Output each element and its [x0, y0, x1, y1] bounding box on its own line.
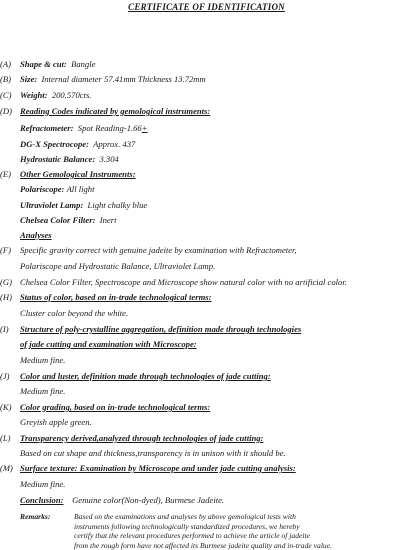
structure-value: Medium fine. — [20, 355, 66, 365]
item-a-label: (A) — [0, 59, 11, 69]
item-l-label: (L) — [0, 433, 11, 443]
structure-heading-2: of jade cutting and examination with Microscope: — [20, 339, 197, 349]
hydro-value: 3.304 — [99, 154, 119, 164]
size-key: Size: — [20, 74, 38, 84]
surface-texture-heading: Surface texture: Examination by Microscope and under jade cutting analysis: — [20, 463, 296, 473]
item-e-label: (E) — [0, 169, 11, 179]
remarks-line-1: Based on the examinations and analyses by above gemological tests with — [74, 512, 296, 521]
conclusion-value: Genuine color(Non-dyed), Burmese Jadeite. — [72, 495, 225, 505]
chelsea-key: Chelsea Color Filter: — [20, 215, 96, 225]
reading-codes-heading: Reading Codes indicated by gemological instruments: — [20, 106, 211, 116]
color-grading-heading: Color grading, based on in-trade technological terms: — [20, 402, 211, 412]
conclusion-key: Conclusion: — [20, 495, 64, 505]
plus-minus-icon: + — [141, 123, 148, 133]
item-f-line2: Polariscope and Hydrostatic Balance, Ultraviolet Lamp. — [20, 261, 216, 271]
item-m-label: (M) — [0, 463, 13, 473]
remarks-line-2: instruments following technologically standardized procedures, we hereby — [74, 521, 300, 531]
uv-value: Light chalky blue — [87, 200, 148, 210]
status-color-value: Cluster color beyond the white. — [20, 308, 129, 318]
item-f-line1: Specific gravity correct with genuine jadeite by examination with Refractometer, — [20, 245, 297, 255]
shape-cut-key: Shape & cut: — [20, 59, 67, 69]
remarks-line-3: certify that the relevant procedures performed to achieve the article of jadeite — [74, 531, 310, 541]
remarks-body — [74, 512, 404, 550]
transparency-value: Based on cut shape and thickness,transparency is in unison with it should be. — [20, 448, 286, 458]
remarks-key: Remarks: — [20, 512, 51, 521]
weight-key: Weight: — [20, 90, 48, 100]
refractometer-row — [20, 123, 148, 133]
structure-heading-1: Structure of poly-crystalline aggregation, definition made through technologies — [20, 324, 302, 334]
refractometer-value: Spot Reading-1.66 — [77, 123, 142, 133]
hydro-key: Hydrostatic Balance: — [20, 154, 96, 164]
shape-cut-value: Bangle — [71, 59, 96, 69]
analyses-heading — [20, 230, 52, 240]
chelsea-row — [20, 215, 116, 225]
uv-row — [20, 200, 147, 210]
page-title: CERTIFICATE OF IDENTIFICATION — [128, 2, 285, 12]
refractometer-key: Refractometer: — [20, 123, 74, 133]
item-d-label: (D) — [0, 106, 12, 116]
item-h-label: (H) — [0, 292, 12, 302]
other-instruments-heading: Other Gemological Instruments: — [20, 169, 136, 179]
item-c-label: (C) — [0, 90, 12, 100]
item-j-label: (J) — [0, 371, 10, 381]
weight-value: 200.570cts. — [51, 90, 92, 100]
color-grading-value: Greyish apple green. — [20, 417, 92, 427]
item-g-text: Chelsea Color Filter, Spectroscope and Microscope show natural color with no artificial color. — [20, 277, 347, 287]
transparency-heading: Transparency derived,analyzed through technologies of jade cutting: — [20, 433, 264, 443]
size-value: Internal diameter 57.41mm Thickness 13.72mm — [41, 74, 206, 84]
surface-texture-value: Medium fine. — [20, 479, 66, 489]
item-b-label: (B) — [0, 74, 11, 84]
remarks-line-4: from the rough form have not affected its Burmese jadeite quality and in-trade value. — [74, 540, 332, 550]
polariscope-value: All light — [66, 184, 95, 194]
color-luster-heading: Color and luster, definition made through technologies of jade cutting: — [20, 371, 271, 381]
polariscope-row — [20, 184, 95, 194]
dgx-row — [20, 139, 135, 149]
chelsea-value: Inert — [99, 215, 117, 225]
hydro-row — [20, 154, 119, 164]
item-i-label: (I) — [0, 324, 9, 334]
conclusion-row — [20, 495, 224, 505]
analyses-label: Analyses — [20, 230, 52, 240]
dgx-value: Approx. 437 — [93, 139, 136, 149]
polariscope-key: Polariscope: — [20, 184, 65, 194]
dgx-key: DG-X Spectrocope: — [20, 139, 89, 149]
item-k-label: (K) — [0, 402, 12, 412]
uv-key: Ultraviolet Lamp: — [20, 200, 84, 210]
status-color-heading: Status of color, based on in-trade technological terms: — [20, 292, 212, 302]
item-f-label: (F) — [0, 245, 11, 255]
item-g-label: (G) — [0, 277, 12, 287]
structure-heading-2-row — [20, 339, 197, 349]
color-luster-value: Medium fine. — [20, 386, 66, 396]
